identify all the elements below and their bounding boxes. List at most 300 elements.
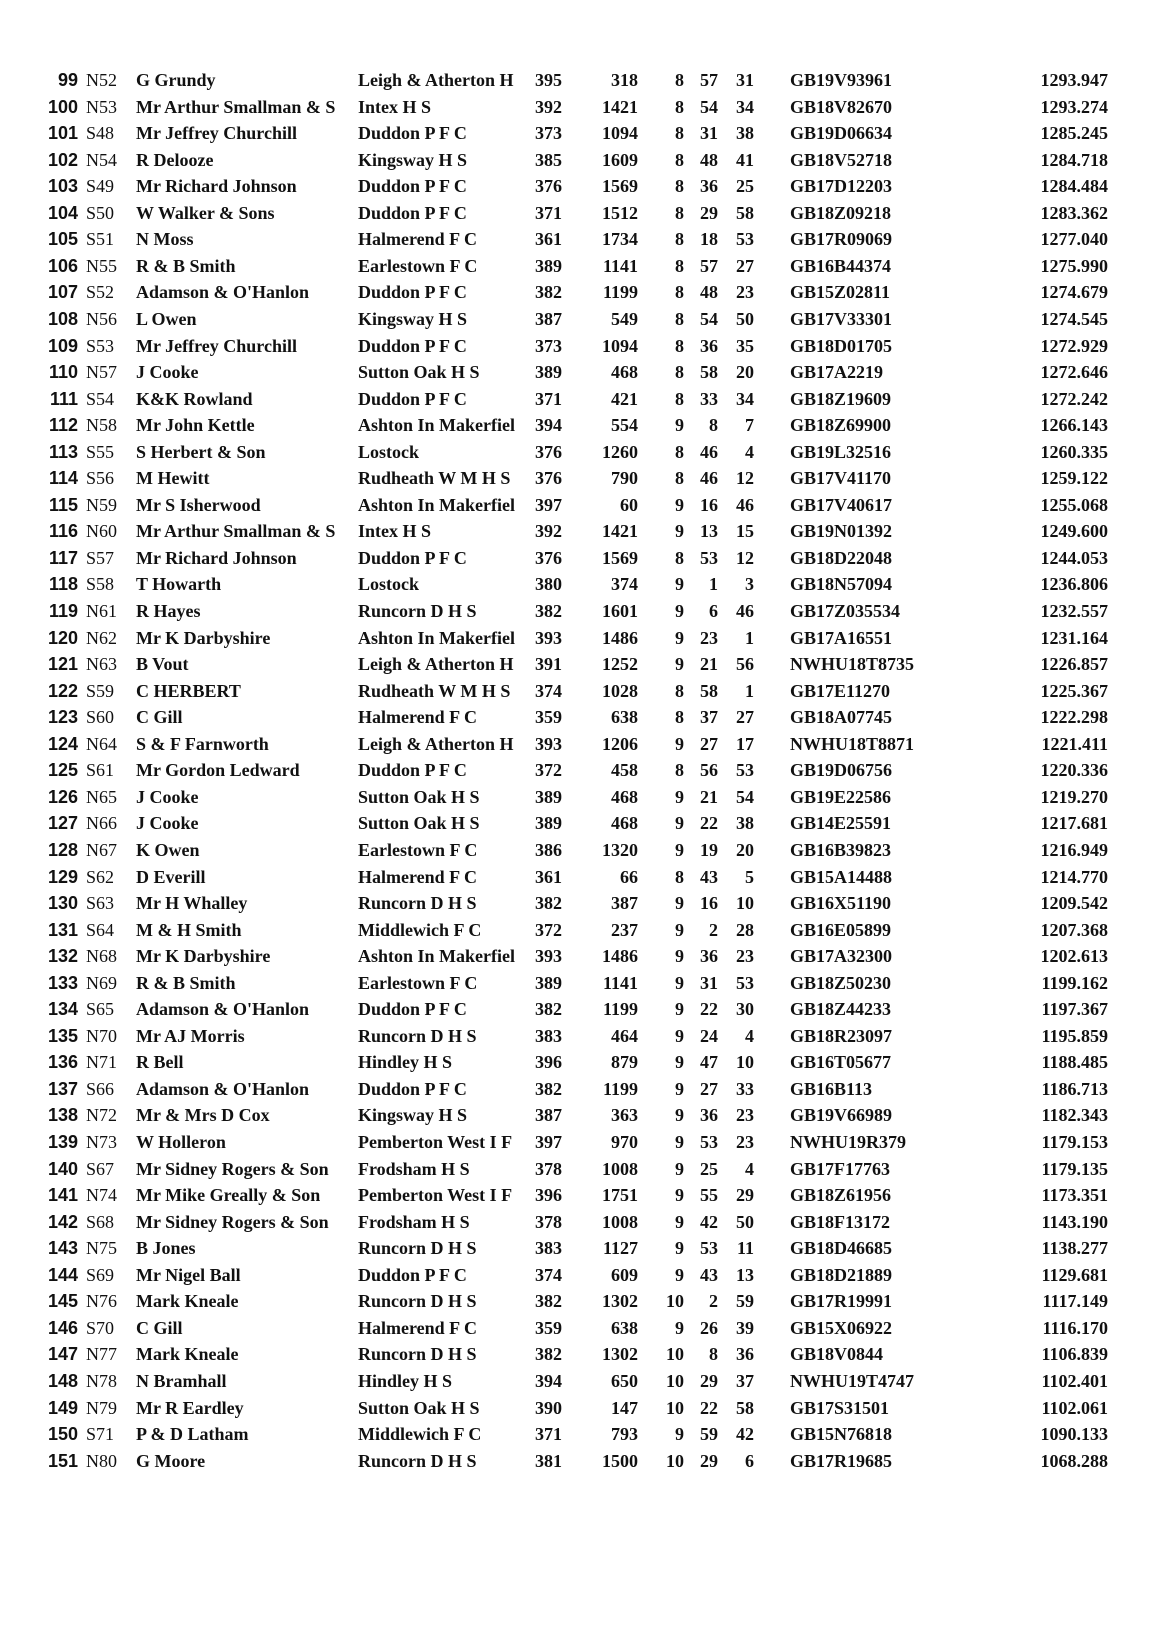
section-cell: N78 — [86, 1370, 117, 1391]
time-seconds-cell: 23 — [736, 1105, 754, 1126]
fancier-name-cell: C Gill — [136, 1317, 183, 1338]
velocity-cell: 1277.040 — [1040, 229, 1108, 250]
velocity-cell: 1284.718 — [1040, 149, 1108, 170]
club-cell: Leigh & Atherton H — [358, 70, 514, 90]
distance-miles-cell: 387 — [535, 308, 562, 329]
time-minutes-cell: 29 — [700, 202, 718, 223]
distance-yards-cell: 1569 — [602, 176, 638, 197]
club-cell: Halmerend F C — [358, 229, 477, 250]
time-minutes-cell: 25 — [700, 1158, 718, 1179]
time-hours-cell: 8 — [675, 388, 684, 409]
distance-miles-cell: 396 — [535, 1185, 562, 1206]
time-minutes-cell: 54 — [700, 96, 718, 117]
time-seconds-cell: 59 — [736, 1291, 754, 1312]
position-cell: 146 — [47, 1317, 78, 1338]
section-cell: S54 — [86, 388, 115, 409]
ring-number-cell: GB18V52718 — [790, 149, 893, 170]
distance-yards-cell: 1008 — [602, 1211, 638, 1232]
time-minutes-cell: 8 — [709, 1344, 718, 1365]
distance-miles-cell: 393 — [535, 627, 562, 648]
section-cell: S56 — [86, 468, 115, 489]
time-minutes-cell: 47 — [700, 1052, 718, 1073]
velocity-cell: 1255.068 — [1040, 494, 1108, 515]
fancier-name-cell: Mark Kneale — [136, 1291, 239, 1312]
section-cell: N59 — [86, 494, 117, 515]
fancier-name-cell: Mr K Darbyshire — [136, 946, 271, 967]
distance-yards-cell: 60 — [620, 494, 638, 515]
club-cell: Halmerend F C — [358, 1317, 477, 1338]
section-cell: N76 — [86, 1291, 117, 1312]
distance-yards-cell: 464 — [611, 1025, 638, 1046]
time-minutes-cell: 16 — [700, 494, 718, 515]
time-seconds-cell: 58 — [736, 1397, 754, 1418]
position-cell: 99 — [57, 70, 78, 90]
time-minutes-cell: 36 — [700, 335, 718, 356]
distance-miles-cell: 389 — [535, 255, 562, 276]
result-row — [0, 863, 1158, 891]
time-seconds-cell: 38 — [736, 813, 754, 834]
position-cell: 144 — [47, 1264, 78, 1285]
result-row — [0, 358, 1158, 386]
time-hours-cell: 9 — [675, 1424, 684, 1445]
position-cell: 110 — [48, 362, 78, 383]
distance-yards-cell: 638 — [611, 707, 638, 728]
club-cell: Duddon P F C — [358, 388, 467, 409]
time-hours-cell: 10 — [666, 1450, 684, 1471]
distance-miles-cell: 372 — [535, 919, 562, 940]
club-cell: Sutton Oak H S — [358, 786, 480, 807]
time-minutes-cell: 26 — [700, 1317, 718, 1338]
result-row — [0, 1287, 1158, 1315]
ring-number-cell: GB19V66989 — [790, 1105, 893, 1126]
section-cell: S70 — [86, 1317, 115, 1338]
club-cell: Duddon P F C — [358, 176, 467, 197]
result-row — [0, 93, 1158, 121]
time-seconds-cell: 53 — [736, 972, 754, 993]
result-row — [0, 889, 1158, 917]
fancier-name-cell: N Moss — [136, 229, 194, 250]
time-minutes-cell: 22 — [700, 1397, 718, 1418]
club-cell: Ashton In Makerfiel — [358, 494, 515, 515]
distance-miles-cell: 382 — [535, 282, 562, 303]
velocity-cell: 1173.351 — [1041, 1185, 1108, 1206]
ring-number-cell: GB17E11270 — [790, 680, 891, 701]
result-row — [0, 730, 1158, 758]
time-hours-cell: 8 — [675, 229, 684, 250]
velocity-cell: 1249.600 — [1040, 521, 1108, 542]
time-hours-cell: 8 — [675, 96, 684, 117]
result-row — [0, 570, 1158, 598]
distance-yards-cell: 318 — [611, 70, 638, 90]
position-cell: 145 — [47, 1291, 78, 1312]
distance-yards-cell: 1302 — [602, 1291, 638, 1312]
distance-miles-cell: 389 — [535, 362, 562, 383]
distance-miles-cell: 371 — [535, 388, 562, 409]
result-row — [0, 1314, 1158, 1342]
time-minutes-cell: 2 — [709, 919, 718, 940]
distance-yards-cell: 1302 — [602, 1344, 638, 1365]
time-minutes-cell: 48 — [700, 149, 718, 170]
fancier-name-cell: N Bramhall — [136, 1370, 227, 1391]
distance-miles-cell: 395 — [535, 70, 562, 90]
time-minutes-cell: 22 — [700, 999, 718, 1020]
fancier-name-cell: Mr John Kettle — [136, 415, 255, 436]
fancier-name-cell: Mr Jeffrey Churchill — [136, 335, 297, 356]
fancier-name-cell: G Grundy — [136, 70, 216, 90]
distance-yards-cell: 468 — [611, 362, 638, 383]
fancier-name-cell: Mr Jeffrey Churchill — [136, 123, 297, 144]
velocity-cell: 1272.929 — [1040, 335, 1108, 356]
result-row — [0, 517, 1158, 545]
position-cell: 100 — [47, 96, 78, 117]
result-row — [0, 278, 1158, 306]
result-row — [0, 172, 1158, 200]
distance-yards-cell: 1421 — [602, 521, 638, 542]
ring-number-cell: GB19L32516 — [790, 441, 892, 462]
time-seconds-cell: 23 — [736, 946, 754, 967]
ring-number-cell: GB19E22586 — [790, 786, 892, 807]
time-hours-cell: 9 — [675, 1132, 684, 1152]
club-cell: Lostock — [358, 574, 420, 595]
position-cell: 120 — [47, 627, 78, 648]
result-row — [0, 1022, 1158, 1050]
time-seconds-cell: 53 — [736, 760, 754, 781]
result-row — [0, 756, 1158, 784]
velocity-cell: 1188.485 — [1041, 1052, 1108, 1073]
time-minutes-cell: 31 — [700, 123, 718, 144]
velocity-cell: 1102.061 — [1041, 1397, 1108, 1418]
time-hours-cell: 9 — [675, 415, 684, 436]
position-cell: 149 — [47, 1397, 78, 1418]
time-minutes-cell: 36 — [700, 946, 718, 967]
time-seconds-cell: 4 — [745, 441, 754, 462]
ring-number-cell: GB18D46685 — [790, 1238, 893, 1259]
section-cell: S65 — [86, 999, 115, 1020]
distance-yards-cell: 793 — [611, 1424, 638, 1445]
time-minutes-cell: 58 — [700, 362, 718, 383]
club-cell: Runcorn D H S — [358, 1344, 477, 1365]
result-row — [0, 1340, 1158, 1368]
fancier-name-cell: Mr Mike Greally & Son — [136, 1185, 321, 1206]
time-hours-cell: 8 — [675, 547, 684, 568]
time-minutes-cell: 36 — [700, 1105, 718, 1126]
ring-number-cell: GB17Z035534 — [790, 601, 901, 621]
fancier-name-cell: K&K Rowland — [136, 388, 253, 409]
fancier-name-cell: B Vout — [136, 654, 189, 675]
distance-yards-cell: 1206 — [602, 733, 638, 754]
time-minutes-cell: 37 — [700, 707, 718, 728]
section-cell: N55 — [86, 255, 117, 276]
result-row — [0, 1181, 1158, 1209]
time-seconds-cell: 3 — [745, 574, 754, 595]
distance-miles-cell: 371 — [535, 1424, 562, 1445]
ring-number-cell: GB18D22048 — [790, 547, 893, 568]
distance-yards-cell: 1609 — [602, 149, 638, 170]
distance-yards-cell: 549 — [611, 308, 638, 329]
distance-miles-cell: 378 — [535, 1211, 562, 1232]
distance-miles-cell: 386 — [535, 839, 562, 860]
position-cell: 141 — [47, 1185, 78, 1206]
time-hours-cell: 8 — [675, 362, 684, 383]
time-seconds-cell: 56 — [736, 654, 754, 675]
distance-yards-cell: 1734 — [602, 229, 638, 250]
time-hours-cell: 10 — [666, 1397, 684, 1418]
time-seconds-cell: 33 — [736, 1078, 754, 1099]
section-cell: N66 — [86, 813, 117, 834]
ring-number-cell: GB19N01392 — [790, 521, 893, 542]
time-seconds-cell: 37 — [736, 1370, 754, 1391]
time-hours-cell: 9 — [675, 627, 684, 648]
distance-miles-cell: 397 — [535, 494, 562, 515]
time-hours-cell: 8 — [675, 149, 684, 170]
fancier-name-cell: C Gill — [136, 707, 183, 728]
position-cell: 131 — [47, 919, 78, 940]
velocity-cell: 1102.401 — [1041, 1370, 1108, 1391]
time-seconds-cell: 58 — [736, 202, 754, 223]
result-row — [0, 836, 1158, 864]
time-hours-cell: 8 — [675, 176, 684, 197]
time-seconds-cell: 34 — [736, 388, 754, 409]
velocity-cell: 1143.190 — [1041, 1211, 1108, 1232]
velocity-cell: 1283.362 — [1040, 202, 1108, 223]
ring-number-cell: GB17V40617 — [790, 494, 893, 515]
time-seconds-cell: 20 — [736, 362, 754, 383]
club-cell: Ashton In Makerfiel — [358, 627, 515, 648]
section-cell: N73 — [86, 1132, 117, 1152]
position-cell: 147 — [47, 1344, 78, 1365]
position-cell: 134 — [47, 999, 78, 1020]
club-cell: Middlewich F C — [358, 919, 482, 940]
time-minutes-cell: 57 — [700, 255, 718, 276]
time-seconds-cell: 30 — [736, 999, 754, 1020]
result-row — [0, 916, 1158, 944]
position-cell: 101 — [47, 123, 78, 144]
result-row — [0, 650, 1158, 678]
distance-miles-cell: 382 — [535, 601, 562, 621]
fancier-name-cell: Mr H Whalley — [136, 893, 248, 914]
section-cell: S60 — [86, 707, 115, 728]
time-minutes-cell: 13 — [700, 521, 718, 542]
ring-number-cell: GB15N76818 — [790, 1424, 893, 1445]
fancier-name-cell: W Holleron — [136, 1132, 226, 1152]
position-cell: 125 — [47, 760, 78, 781]
time-hours-cell: 8 — [675, 866, 684, 887]
time-seconds-cell: 15 — [736, 521, 754, 542]
fancier-name-cell: M & H Smith — [136, 919, 242, 940]
velocity-cell: 1236.806 — [1040, 574, 1108, 595]
time-seconds-cell: 13 — [736, 1264, 754, 1285]
ring-number-cell: GB17V33301 — [790, 308, 893, 329]
club-cell: Duddon P F C — [358, 282, 467, 303]
result-row — [0, 544, 1158, 572]
club-cell: Kingsway H S — [358, 1105, 468, 1126]
ring-number-cell: GB18Z50230 — [790, 972, 892, 993]
time-hours-cell: 8 — [675, 760, 684, 781]
section-cell: S53 — [86, 335, 115, 356]
position-cell: 151 — [47, 1450, 78, 1471]
time-hours-cell: 9 — [675, 1158, 684, 1179]
time-seconds-cell: 6 — [745, 1450, 754, 1471]
section-cell: N74 — [86, 1185, 117, 1206]
distance-yards-cell: 790 — [611, 468, 638, 489]
ring-number-cell: GB19V93961 — [790, 70, 893, 90]
club-cell: Duddon P F C — [358, 202, 467, 223]
time-minutes-cell: 24 — [700, 1025, 718, 1046]
distance-miles-cell: 374 — [535, 680, 562, 701]
time-seconds-cell: 25 — [736, 176, 754, 197]
velocity-cell: 1244.053 — [1040, 547, 1108, 568]
section-cell: S51 — [86, 229, 115, 250]
distance-yards-cell: 1486 — [602, 627, 638, 648]
time-seconds-cell: 10 — [736, 1052, 754, 1073]
ring-number-cell: NWHU18T8735 — [790, 654, 915, 675]
section-cell: S64 — [86, 919, 115, 940]
position-cell: 122 — [47, 680, 78, 701]
fancier-name-cell: Adamson & O'Hanlon — [136, 1078, 310, 1099]
result-row — [0, 385, 1158, 413]
velocity-cell: 1293.274 — [1040, 96, 1108, 117]
fancier-name-cell: R & B Smith — [136, 255, 236, 276]
ring-number-cell: GB17A2219 — [790, 362, 884, 383]
time-hours-cell: 9 — [675, 1025, 684, 1046]
club-cell: Duddon P F C — [358, 123, 467, 144]
distance-miles-cell: 391 — [535, 654, 562, 675]
time-hours-cell: 9 — [675, 999, 684, 1020]
section-cell: S67 — [86, 1158, 115, 1179]
distance-yards-cell: 468 — [611, 786, 638, 807]
ring-number-cell: GB16B44374 — [790, 255, 892, 276]
ring-number-cell: GB17D12203 — [790, 176, 893, 197]
section-cell: N60 — [86, 521, 117, 542]
section-cell: S52 — [86, 282, 115, 303]
result-row — [0, 783, 1158, 811]
ring-number-cell: GB18D21889 — [790, 1264, 893, 1285]
position-cell: 137 — [47, 1078, 78, 1099]
velocity-cell: 1266.143 — [1040, 415, 1108, 436]
ring-number-cell: GB15Z02811 — [790, 282, 891, 303]
distance-yards-cell: 970 — [611, 1132, 638, 1152]
result-row — [0, 491, 1158, 519]
result-row — [0, 969, 1158, 997]
time-minutes-cell: 43 — [700, 1264, 718, 1285]
ring-number-cell: GB19D06634 — [790, 123, 893, 144]
distance-yards-cell: 554 — [611, 415, 638, 436]
position-cell: 126 — [47, 786, 78, 807]
club-cell: Rudheath W M H S — [358, 680, 511, 701]
velocity-cell: 1179.153 — [1041, 1132, 1108, 1152]
ring-number-cell: GB18Z44233 — [790, 999, 892, 1020]
velocity-cell: 1217.681 — [1040, 813, 1108, 834]
time-seconds-cell: 1 — [745, 627, 754, 648]
time-minutes-cell: 16 — [700, 893, 718, 914]
distance-miles-cell: 390 — [535, 1397, 562, 1418]
section-cell: S66 — [86, 1078, 115, 1099]
time-seconds-cell: 35 — [736, 335, 754, 356]
ring-number-cell: GB18Z69900 — [790, 415, 892, 436]
position-cell: 117 — [48, 547, 78, 568]
section-cell: N61 — [86, 601, 117, 621]
result-row — [0, 1208, 1158, 1236]
section-cell: N70 — [86, 1025, 117, 1046]
time-seconds-cell: 31 — [736, 70, 754, 90]
club-cell: Lostock — [358, 441, 420, 462]
section-cell: S69 — [86, 1264, 115, 1285]
ring-number-cell: GB16E05899 — [790, 919, 892, 940]
section-cell: S63 — [86, 893, 115, 914]
time-hours-cell: 9 — [675, 1105, 684, 1126]
time-hours-cell: 9 — [675, 521, 684, 542]
fancier-name-cell: Mr Gordon Ledward — [136, 760, 300, 781]
time-hours-cell: 8 — [675, 123, 684, 144]
fancier-name-cell: W Walker & Sons — [136, 202, 275, 223]
club-cell: Earlestown F C — [358, 255, 478, 276]
section-cell: S58 — [86, 574, 115, 595]
position-cell: 140 — [47, 1158, 78, 1179]
velocity-cell: 1274.679 — [1040, 282, 1108, 303]
distance-yards-cell: 458 — [611, 760, 638, 781]
velocity-cell: 1272.646 — [1040, 362, 1108, 383]
position-cell: 116 — [48, 521, 78, 542]
ring-number-cell: NWHU19R379 — [790, 1132, 906, 1152]
position-cell: 138 — [47, 1105, 78, 1126]
section-cell: S59 — [86, 680, 115, 701]
result-row — [0, 1155, 1158, 1183]
position-cell: 150 — [47, 1424, 78, 1445]
time-minutes-cell: 22 — [700, 813, 718, 834]
section-cell: N71 — [86, 1052, 117, 1073]
time-hours-cell: 8 — [675, 468, 684, 489]
club-cell: Duddon P F C — [358, 760, 467, 781]
time-hours-cell: 8 — [675, 70, 684, 90]
time-hours-cell: 9 — [675, 654, 684, 675]
ring-number-cell: GB17S31501 — [790, 1397, 890, 1418]
time-seconds-cell: 29 — [736, 1185, 754, 1206]
time-hours-cell: 9 — [675, 1238, 684, 1259]
fancier-name-cell: Mr Arthur Smallman & S — [136, 521, 336, 542]
time-seconds-cell: 27 — [736, 255, 754, 276]
position-cell: 136 — [47, 1052, 78, 1073]
distance-yards-cell: 1199 — [602, 1078, 638, 1099]
distance-miles-cell: 382 — [535, 999, 562, 1020]
time-minutes-cell: 53 — [700, 1132, 718, 1152]
time-hours-cell: 9 — [675, 1264, 684, 1285]
fancier-name-cell: Mr Richard Johnson — [136, 547, 297, 568]
ring-number-cell: GB17R19685 — [790, 1450, 893, 1471]
result-row — [0, 1075, 1158, 1103]
distance-yards-cell: 387 — [611, 893, 638, 914]
section-cell: S49 — [86, 176, 115, 197]
velocity-cell: 1259.122 — [1040, 468, 1108, 489]
section-cell: N72 — [86, 1105, 117, 1126]
distance-yards-cell: 1094 — [602, 335, 638, 356]
distance-miles-cell: 376 — [535, 176, 562, 197]
section-cell: S55 — [86, 441, 115, 462]
distance-yards-cell: 1127 — [602, 1238, 638, 1259]
ring-number-cell: GB18D01705 — [790, 335, 893, 356]
ring-number-cell: GB18R23097 — [790, 1025, 893, 1046]
velocity-cell: 1202.613 — [1040, 946, 1108, 967]
distance-yards-cell: 1028 — [602, 680, 638, 701]
time-seconds-cell: 38 — [736, 123, 754, 144]
club-cell: Frodsham H S — [358, 1211, 470, 1232]
club-cell: Hindley H S — [358, 1370, 453, 1391]
distance-miles-cell: 381 — [535, 1450, 562, 1471]
section-cell: N56 — [86, 308, 117, 329]
position-cell: 130 — [47, 893, 78, 914]
section-cell: N65 — [86, 786, 117, 807]
distance-miles-cell: 394 — [535, 1370, 562, 1391]
section-cell: N54 — [86, 149, 117, 170]
